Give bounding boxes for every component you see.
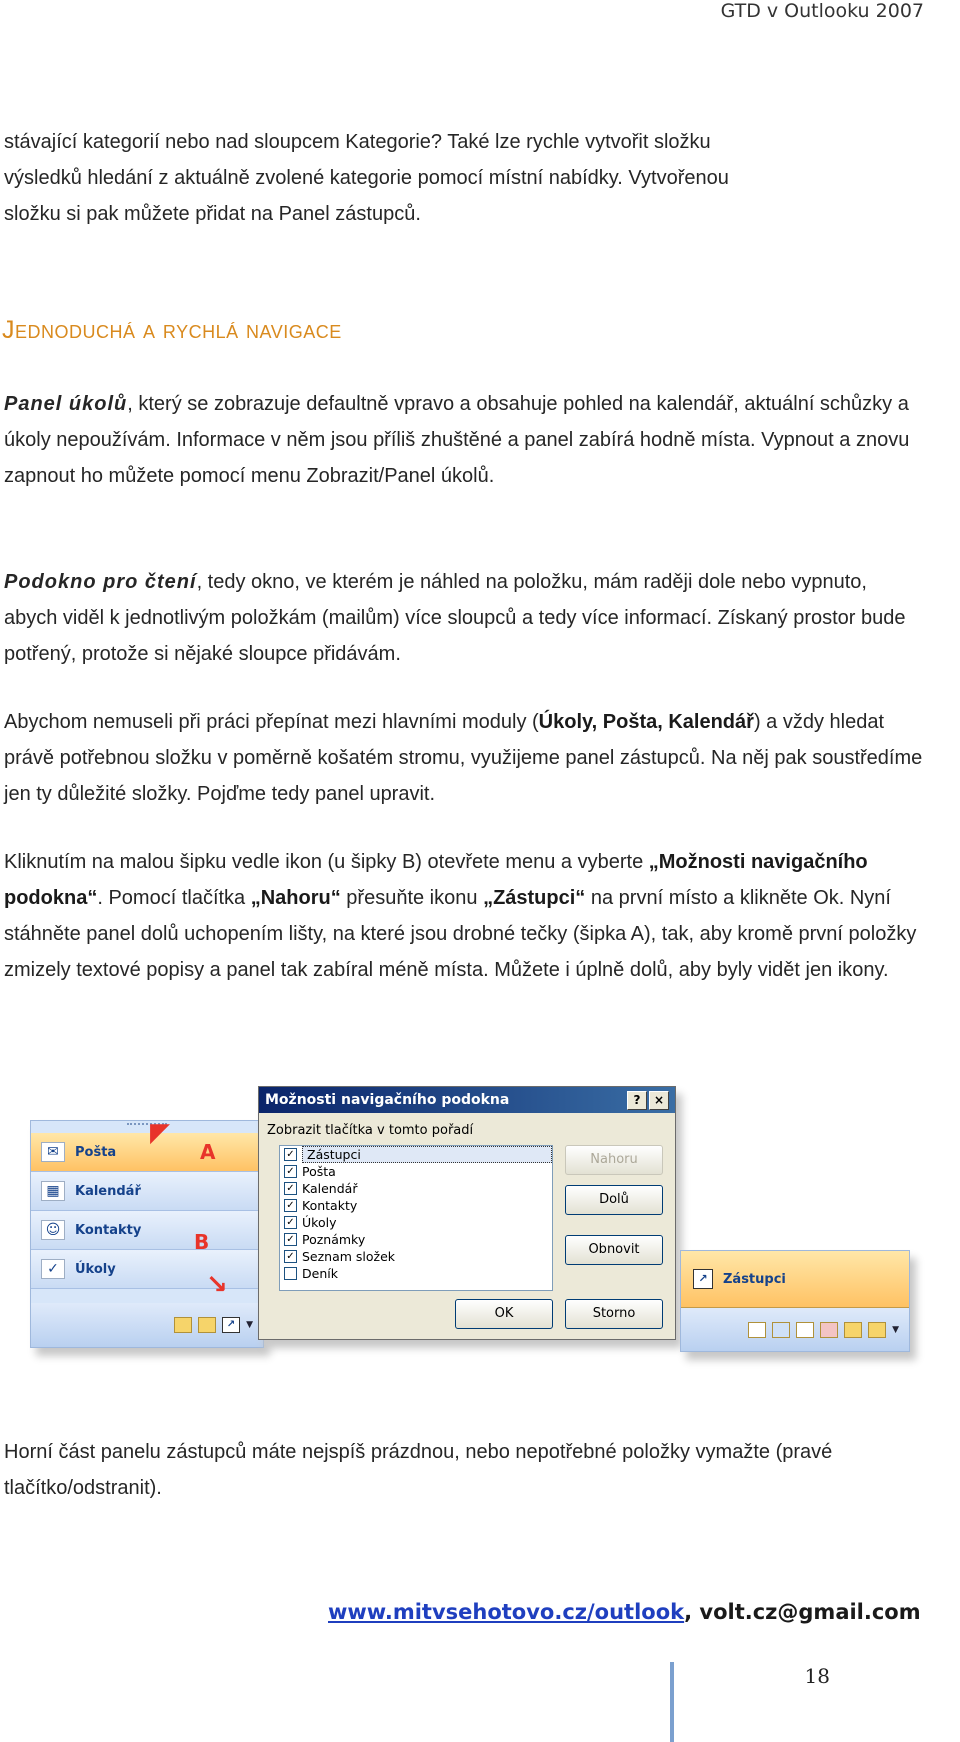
annotation-a: A [200,1140,216,1164]
term-podokno-pro-cteni: Podokno pro čtení [4,571,197,593]
contacts-icon: ☺ [41,1220,65,1240]
paragraph-reading-pane [4,564,924,672]
list-item-label: Pošta [302,1164,336,1179]
down-button[interactable]: Dolů [565,1185,663,1215]
list-item-label: Zástupci [302,1146,552,1163]
list-item-label: Poznámky [302,1232,366,1247]
folder-icon[interactable] [198,1317,216,1333]
list-item-label: Kalendář [302,1181,358,1196]
mail-icon: ✉ [41,1142,65,1162]
nav-item-ukoly[interactable] [31,1250,263,1289]
checkbox[interactable]: ✓ [284,1233,297,1246]
footer-contact [328,1600,921,1624]
paragraph-text: ) a vždy hledat právě potřebnou složku v poměrně košatém stromu, využijeme panel zástupců. Na něj pak soustředíme jen ty důležité složky. Pojďme tedy panel upravit. [4,711,923,805]
calendar-icon: ▦ [41,1181,65,1201]
checkbox[interactable]: ✓ [284,1250,297,1263]
list-item[interactable] [280,1146,552,1163]
nav-item-label: Kalendář [75,1183,141,1199]
nav-item-label: Zástupci [723,1271,786,1287]
intro-line: stávající kategorií nebo nad sloupcem Kategorie? Také lze rychle vytvořit složku [4,131,711,153]
arrow-b-icon: ↘ [206,1270,228,1300]
navigation-pane-screenshot [30,1120,264,1348]
intro-paragraph [4,124,924,232]
paragraph-text: . Pomocí tlačítka [97,887,251,909]
footer-email: , volt.cz@gmail.com [684,1600,921,1624]
list-item-label: Deník [302,1266,338,1281]
checkbox[interactable]: ✓ [284,1165,297,1178]
paragraph-text: , který se zobrazuje defaultně vpravo a obsahuje pohled na kalendář, aktuální schůzky a úkoly nepoužívám. Informace v něm jsou příliš zhuštěné a panel zabírá hodně místa. Vypnout a znovu zapnout ho můžete pomocí menu Zobrazit/Panel úkolů. [4,393,910,487]
bold-modules: Úkoly, Pošta, Kalendář [538,711,754,733]
website-link[interactable]: www.mitvsehotovo.cz/outlook [328,1600,685,1624]
intro-line: složku si pak můžete přidat na Panel zástupců. [4,203,421,225]
page-number: 18 [804,1664,830,1688]
arrow-a-icon: ◤ [150,1118,170,1148]
checkbox[interactable]: ✓ [284,1148,297,1161]
list-item[interactable] [280,1197,552,1214]
nav-item-label: Úkoly [75,1261,116,1277]
list-item[interactable] [280,1265,552,1282]
nav-item-kontakty[interactable] [31,1211,263,1250]
list-item[interactable] [280,1231,552,1248]
checkbox[interactable] [284,1267,297,1280]
dialog-titlebar [259,1087,675,1113]
paragraph-text: na první místo a klikněte Ok. Nyní stáhněte panel dolů uchopením lišty, na které jsou drobné tečky (šipka A), tak, aby kromě první položky zmizely textové popisy a panel tak zabíral méně místa. Můžete i úplně dolů, aby byly vidět jen ikony. [4,887,917,981]
list-item[interactable] [280,1248,552,1265]
list-item[interactable] [280,1163,552,1180]
help-button[interactable]: ? [627,1091,647,1110]
ok-button[interactable]: OK [455,1299,553,1329]
paragraph-text: přesuňte ikonu [340,887,484,909]
nav-icon-bar [681,1308,909,1351]
list-item-label: Úkoly [302,1215,337,1230]
contacts-icon[interactable] [796,1322,814,1338]
paragraph-closing: Horní část panelu zástupců máte nejspíš prázdnou, nebo nepotřebné položky vymažte (pravé tlačítko/odstranit). [4,1441,833,1499]
paragraph-task-pane [4,386,924,494]
paragraph-text: Kliknutím na malou šipku vedle ikon (u šipky B) otevřete menu a vyberte [4,851,649,873]
nav-item-zastupci[interactable] [681,1251,909,1308]
calendar-icon[interactable] [772,1322,790,1338]
checkbox[interactable]: ✓ [284,1216,297,1229]
list-item[interactable] [280,1180,552,1197]
collapsed-pane-screenshot [680,1250,910,1352]
list-item-label: Kontakty [302,1198,358,1213]
notes-icon[interactable] [174,1317,192,1333]
paragraph-instructions [4,844,924,988]
reset-button[interactable]: Obnovit [565,1235,663,1265]
cancel-button[interactable]: Storno [565,1299,663,1329]
mail-icon[interactable] [748,1322,766,1338]
tasks-icon: ✓ [41,1259,65,1279]
bold-zastupci: „Zástupci“ [483,887,586,909]
paragraph-modules [4,704,924,812]
checkbox[interactable]: ✓ [284,1182,297,1195]
close-button[interactable]: × [649,1091,669,1110]
bold-options: „Možnosti navigačního podokna“ [4,851,868,909]
section-heading: Jednoduchá a rychlá navigace [2,316,342,344]
footer-divider [670,1662,674,1742]
bold-nahoru: „Nahoru“ [250,887,341,909]
checkbox[interactable]: ✓ [284,1199,297,1212]
annotation-b: B [194,1230,210,1254]
notes-icon[interactable] [844,1322,862,1338]
nav-icon-bar [31,1303,263,1347]
dialog-title: Možnosti navigačního podokna [265,1092,510,1108]
list-item[interactable] [280,1214,552,1231]
list-item-label: Seznam složek [302,1249,396,1264]
term-panel-ukolu: Panel úkolů [4,393,128,415]
nav-item-label: Pošta [75,1144,117,1160]
tasks-icon[interactable] [820,1322,838,1338]
nav-item-kalendar[interactable] [31,1172,263,1211]
chevron-down-icon[interactable]: ▼ [246,1320,253,1330]
intro-line: výsledků hledání z aktuálně zvolené kategorie pomocí místní nabídky. Vytvořenou [4,167,729,189]
nav-item-posta[interactable] [31,1133,263,1172]
up-button[interactable]: Nahoru [565,1145,663,1175]
folder-icon[interactable] [868,1322,886,1338]
button-order-list[interactable] [279,1145,553,1291]
paragraph-text: Abychom nemuseli při práci přepínat mezi hlavními moduly ( [4,711,539,733]
chevron-down-icon[interactable]: ▼ [892,1324,899,1335]
dialog-label: Zobrazit tlačítka v tomto pořadí [267,1123,474,1138]
shortcut-icon[interactable]: ↗ [222,1317,240,1333]
navigation-options-dialog [258,1086,676,1340]
shortcut-icon: ↗ [693,1269,713,1289]
running-header: GTD v Outlooku 2007 [720,0,924,22]
nav-item-label: Kontakty [75,1222,142,1238]
paragraph-text: , tedy okno, ve kterém je náhled na položku, mám raději dole nebo vypnuto, abych viděl k jednotlivým položkám (mailům) více sloupců a tedy více informací. Získaný prostor bude potřený, protože si nějaké sloupce přidávám. [4,571,906,665]
